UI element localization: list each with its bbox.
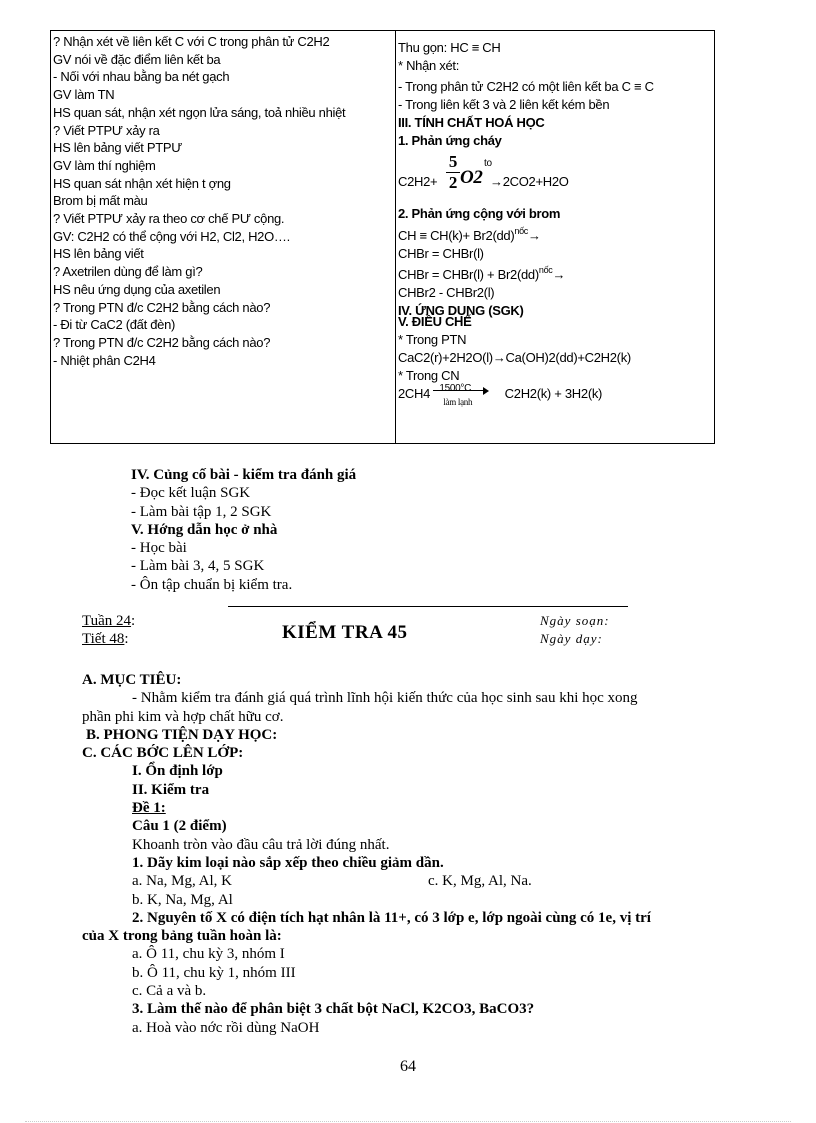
lab-equation: CaC2(r)+2H2O(l)→Ca(OH)2(dd)+C2H2(k) — [398, 349, 631, 365]
review-item: - Làm bài tập 1, 2 SGK — [131, 503, 272, 520]
question: 2. Nguyên tố X có điện tích hạt nhân là 11+, có 3 lớp e, lớp ngoài cùng có 1e, vị trí — [132, 909, 651, 926]
lesson-table — [50, 30, 715, 444]
activity-line: GV làm TN — [53, 87, 115, 103]
oxygen-formula: O2 — [460, 167, 483, 189]
subsection-heading: 1. Phản ứng cháy — [398, 132, 502, 148]
activity-line: - Nối với nhau bằng ba nét gạch — [53, 69, 230, 85]
industry-rhs: C2H2(k) + 3H2(k) — [504, 386, 603, 402]
question: 3. Làm thế nào để phân biệt 3 chất bột NaCl, K2CO3, BaCO3? — [132, 1001, 535, 1018]
reaction-condition — [433, 383, 491, 408]
homework-item: - Làm bài 3, 4, 5 SGK — [131, 558, 265, 575]
homework-heading: V. Hớng dẫn học ở nhà — [131, 521, 278, 538]
activity-line: GV làm thí nghiệm — [53, 157, 156, 173]
lab-heading: * Trong PTN — [398, 332, 467, 348]
section-heading: IV. ỨNG DỤNG (SGK) — [398, 302, 524, 318]
answer-option: c. Cả a và b. — [132, 983, 207, 1000]
industry-equation — [398, 383, 714, 408]
note-heading: * Nhận xét: — [398, 57, 460, 73]
activity-line: Brom bị mất màu — [53, 193, 148, 209]
procedure-heading: C. CÁC BỚC LÊN LỚP: — [82, 745, 244, 762]
exam-section — [82, 671, 722, 1037]
fraction-numerator: 5 — [448, 152, 458, 172]
answer-option: a. Hoà vào nớc rồi dùng NaOH — [132, 1019, 320, 1036]
activity-line: GV: C2H2 có thể cộng với H2, Cl2, H2O…. — [53, 228, 290, 244]
fraction — [446, 153, 460, 192]
industry-heading: * Trong CN — [398, 367, 460, 383]
reaction-line: CHBr2 - CHBr2(l) — [398, 285, 495, 301]
arrow-label: nốc — [514, 225, 528, 236]
activity-line: ? Trong PTN đ/c C2H2 bằng cách nào? — [53, 334, 271, 350]
lesson-content — [398, 33, 714, 408]
week-label: Tuần 24 — [82, 613, 132, 629]
page-title: KIỂM TRA 45 — [282, 622, 408, 643]
page-number: 64 — [400, 1058, 416, 1075]
arrow-icon: → — [552, 267, 566, 283]
lesson-header: Tuần 24: Tiết 48: — [82, 613, 136, 648]
activity-line: - Đi từ CaC2 (đất đèn) — [53, 317, 176, 333]
section-heading: III. TÍNH CHẤT HOÁ HỌC — [398, 114, 545, 130]
answer-option: b. K, Na, Mg, Al — [132, 891, 233, 908]
date-fields — [540, 612, 610, 648]
equation-lhs: C2H2+ — [398, 174, 438, 190]
homework-item: - Học bài — [131, 540, 187, 557]
page-border — [25, 1121, 791, 1122]
review-heading: IV. Củng cố bài - kiểm tra đánh giá — [131, 467, 357, 483]
observation-line: - Trong liên kết 3 và 2 liên kết kém bền — [398, 97, 610, 113]
materials-heading: B. PHONG TIỆN DẠY HỌC: — [86, 726, 278, 743]
objectives-text: phần phi kim và hợp chất hữu cơ. — [82, 708, 284, 725]
instruction: Khoanh tròn vào đầu câu trả lời đúng nhất. — [132, 836, 390, 853]
separator-line — [228, 606, 628, 607]
period-label: Tiết 48 — [82, 631, 125, 648]
fraction-denominator: 2 — [448, 173, 458, 193]
activity-line: ? Trong PTN đ/c C2H2 bằng cách nào? — [53, 299, 271, 315]
activity-line: - Nhiệt phân C2H4 — [53, 352, 156, 368]
section-heading: V. ĐIỀU CHẾ — [398, 314, 472, 330]
review-section — [131, 466, 356, 594]
objectives-heading: A. MỤC TIÊU: — [82, 672, 182, 688]
combustion-equation — [398, 152, 714, 205]
table-divider — [395, 31, 396, 443]
question: 1. Dãy kim loại nào sắp xếp theo chiều giảm dần. — [132, 854, 444, 871]
activity-line: HS lên bảng viết — [53, 246, 144, 262]
reaction-line — [398, 223, 714, 245]
objectives-text: - Nhằm kiểm tra đánh giá quá trình lĩnh hội kiến thức của học sinh sau khi học xong — [132, 690, 638, 707]
exam-variant: Đề 1: — [132, 800, 166, 817]
activity-line: GV nói về đặc điểm liên kết ba — [53, 51, 221, 67]
review-item: - Đọc kết luận SGK — [131, 485, 251, 502]
industry-lhs: 2CH4 — [398, 386, 431, 402]
arrow-icon: → — [528, 227, 541, 243]
reaction-line — [398, 262, 714, 284]
activity-line: HS quan sát, nhận xét ngọn lửa sáng, toả nhiều nhiệt — [53, 104, 346, 120]
activity-line: ? Nhận xét về liên kết C với C trong phân tử C2H2 — [53, 34, 330, 49]
reaction-text: CHBr = CHBr(l) + Br2(dd) — [398, 267, 539, 283]
activity-line: ? Axetrilen dùng để làm gì? — [53, 264, 203, 280]
arrow-label: nốc — [538, 265, 553, 276]
condition-temperature: 1500°C — [439, 383, 472, 395]
answer-option: a. Ô 11, chu kỳ 3, nhóm I — [132, 946, 285, 963]
step-heading: I. Ổn định lớp — [132, 763, 223, 780]
homework-item: - Ôn tập chuẩn bị kiểm tra. — [131, 576, 293, 593]
equation-rhs: →2CO2+H2O — [490, 174, 569, 190]
arrow-icon — [433, 390, 485, 391]
prep-date: Ngày soạn: — [540, 613, 610, 628]
question: của X trong bảng tuần hoàn là: — [82, 928, 282, 945]
question-heading: Câu 1 (2 điểm) — [132, 818, 227, 835]
answer-row — [132, 872, 722, 890]
activity-line: ? Viết PTPƯ xảy ra theo cơ chế PƯ cộng. — [53, 211, 285, 227]
subsection-heading: 2. Phản ứng cộng với brom — [398, 206, 561, 222]
teach-date: Ngày dạy: — [540, 631, 603, 646]
condition-cooling: làm lạnh — [443, 397, 473, 408]
activity-line: HS nêu ứng dụng của axetilen — [53, 281, 221, 297]
teacher-student-activities — [53, 33, 391, 369]
activity-line: ? Viết PTPƯ xảy ra — [53, 122, 160, 138]
answer-option: c. K, Mg, Al, Na. — [428, 873, 532, 890]
answer-option: a. Na, Mg, Al, K — [132, 873, 232, 890]
answer-option: b. Ô 11, chu kỳ 1, nhóm III — [132, 964, 296, 981]
reaction-line: CHBr = CHBr(l) — [398, 245, 484, 261]
activity-line: HS lên bảng viết PTPƯ — [53, 140, 183, 156]
activity-line: HS quan sát nhận xét hiện t ợng — [53, 175, 231, 191]
observation-line: - Trong phân tử C2H2 có một liên kết ba C ≡ C — [398, 79, 654, 95]
compact-formula: Thu gọn: HC ≡ CH — [398, 40, 501, 55]
reaction-text: CH ≡ CH(k)+ Br2(dd) — [398, 227, 515, 243]
step-heading: II. Kiểm tra — [132, 781, 210, 798]
heat-label: to — [484, 158, 492, 170]
